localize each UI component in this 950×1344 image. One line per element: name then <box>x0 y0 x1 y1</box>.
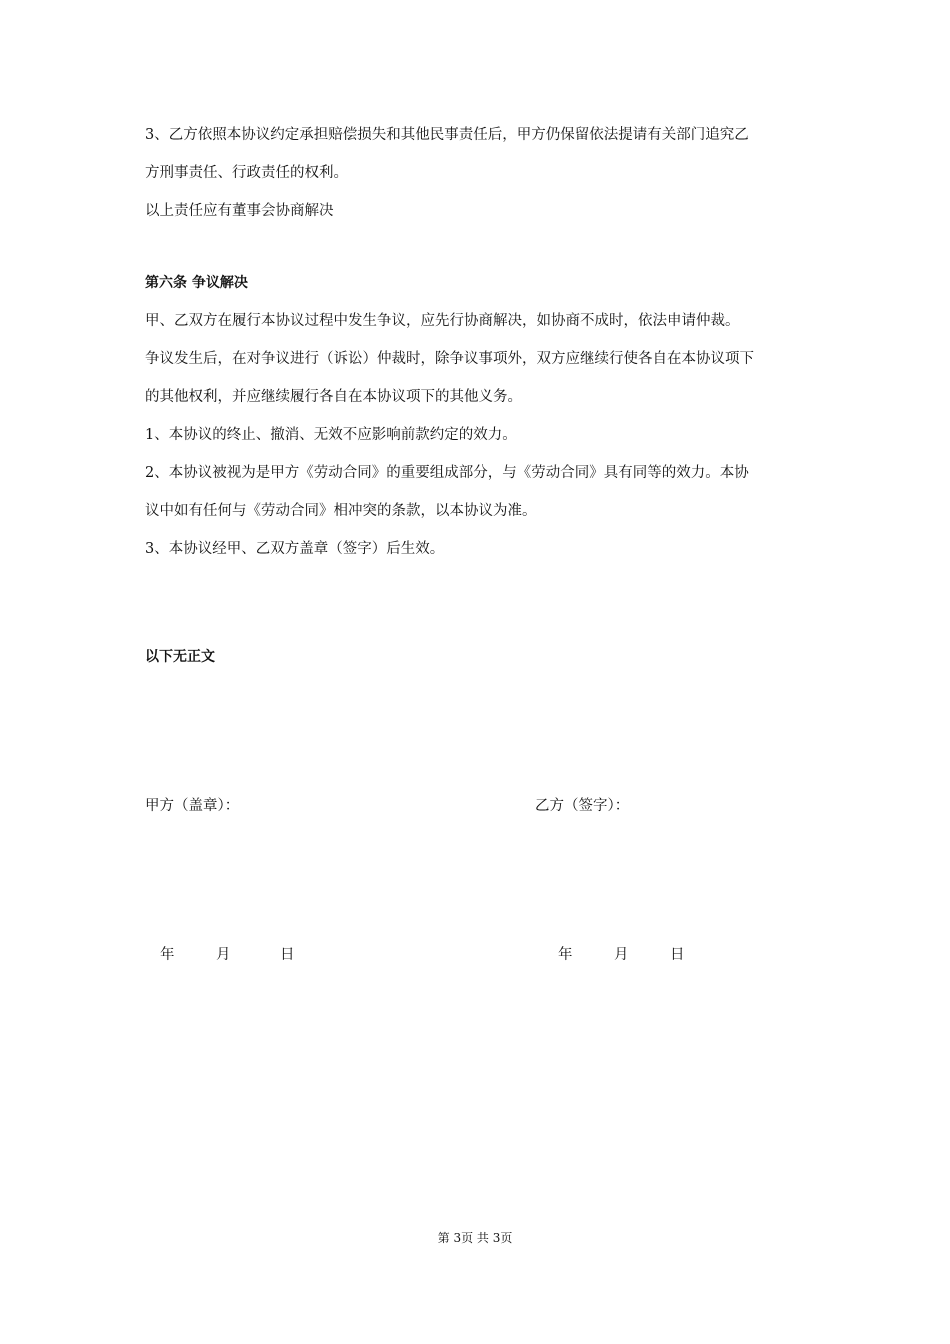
party-b-date-day: 日 <box>670 947 685 963</box>
paragraph-line: 2、本协议被视为是甲方《劳动合同》的重要组成部分，与《劳动合同》具有同等的效力。本协 <box>145 465 749 481</box>
party-b-date-month: 月 <box>614 947 629 963</box>
party-a-seal-label: 甲方（盖章）： <box>145 798 240 814</box>
paragraph-line: 方刑事责任、行政责任的权利。 <box>145 165 348 181</box>
section-6-body <box>145 302 815 568</box>
paragraph-line: 3、本协议经甲、乙双方盖章（签字）后生效。 <box>145 541 445 557</box>
paragraph-line: 甲、乙双方在履行本协议过程中发生争议，应先行协商解决，如协商不成时，依法申请仲裁。 <box>145 313 740 329</box>
paragraph-line: 议中如有任何与《劳动合同》相冲突的条款，以本协议为准。 <box>145 503 537 519</box>
paragraph-line: 的其他权利，并应继续履行各自在本协议项下的其他义务。 <box>145 389 522 405</box>
party-a-date-year: 年 <box>160 947 175 963</box>
section-6-heading: 第六条 争议解决 <box>145 275 248 291</box>
paragraph-line: 争议发生后，在对争议进行（诉讼）仲裁时，除争议事项外，双方应继续行使各自在本协议项下 <box>145 351 754 367</box>
page-footer: 第 3页 共 3页 <box>437 1231 513 1245</box>
paragraph-line: 3、乙方依照本协议约定承担赔偿损失和其他民事责任后，甲方仍保留依法提请有关部门追究乙 <box>145 127 749 143</box>
end-of-text-marker: 以下无正文 <box>145 649 215 665</box>
paragraph-line: 1、本协议的终止、撤消、无效不应影响前款约定的效力。 <box>145 427 517 443</box>
paragraph-line: 以上责任应有董事会协商解决 <box>145 203 334 219</box>
party-b-date-year: 年 <box>558 947 573 963</box>
party-a-date-month: 月 <box>216 947 231 963</box>
section-5-tail <box>145 116 815 230</box>
party-b-signature-label: 乙方（签字）： <box>535 798 630 814</box>
party-a-date-day: 日 <box>280 947 295 963</box>
